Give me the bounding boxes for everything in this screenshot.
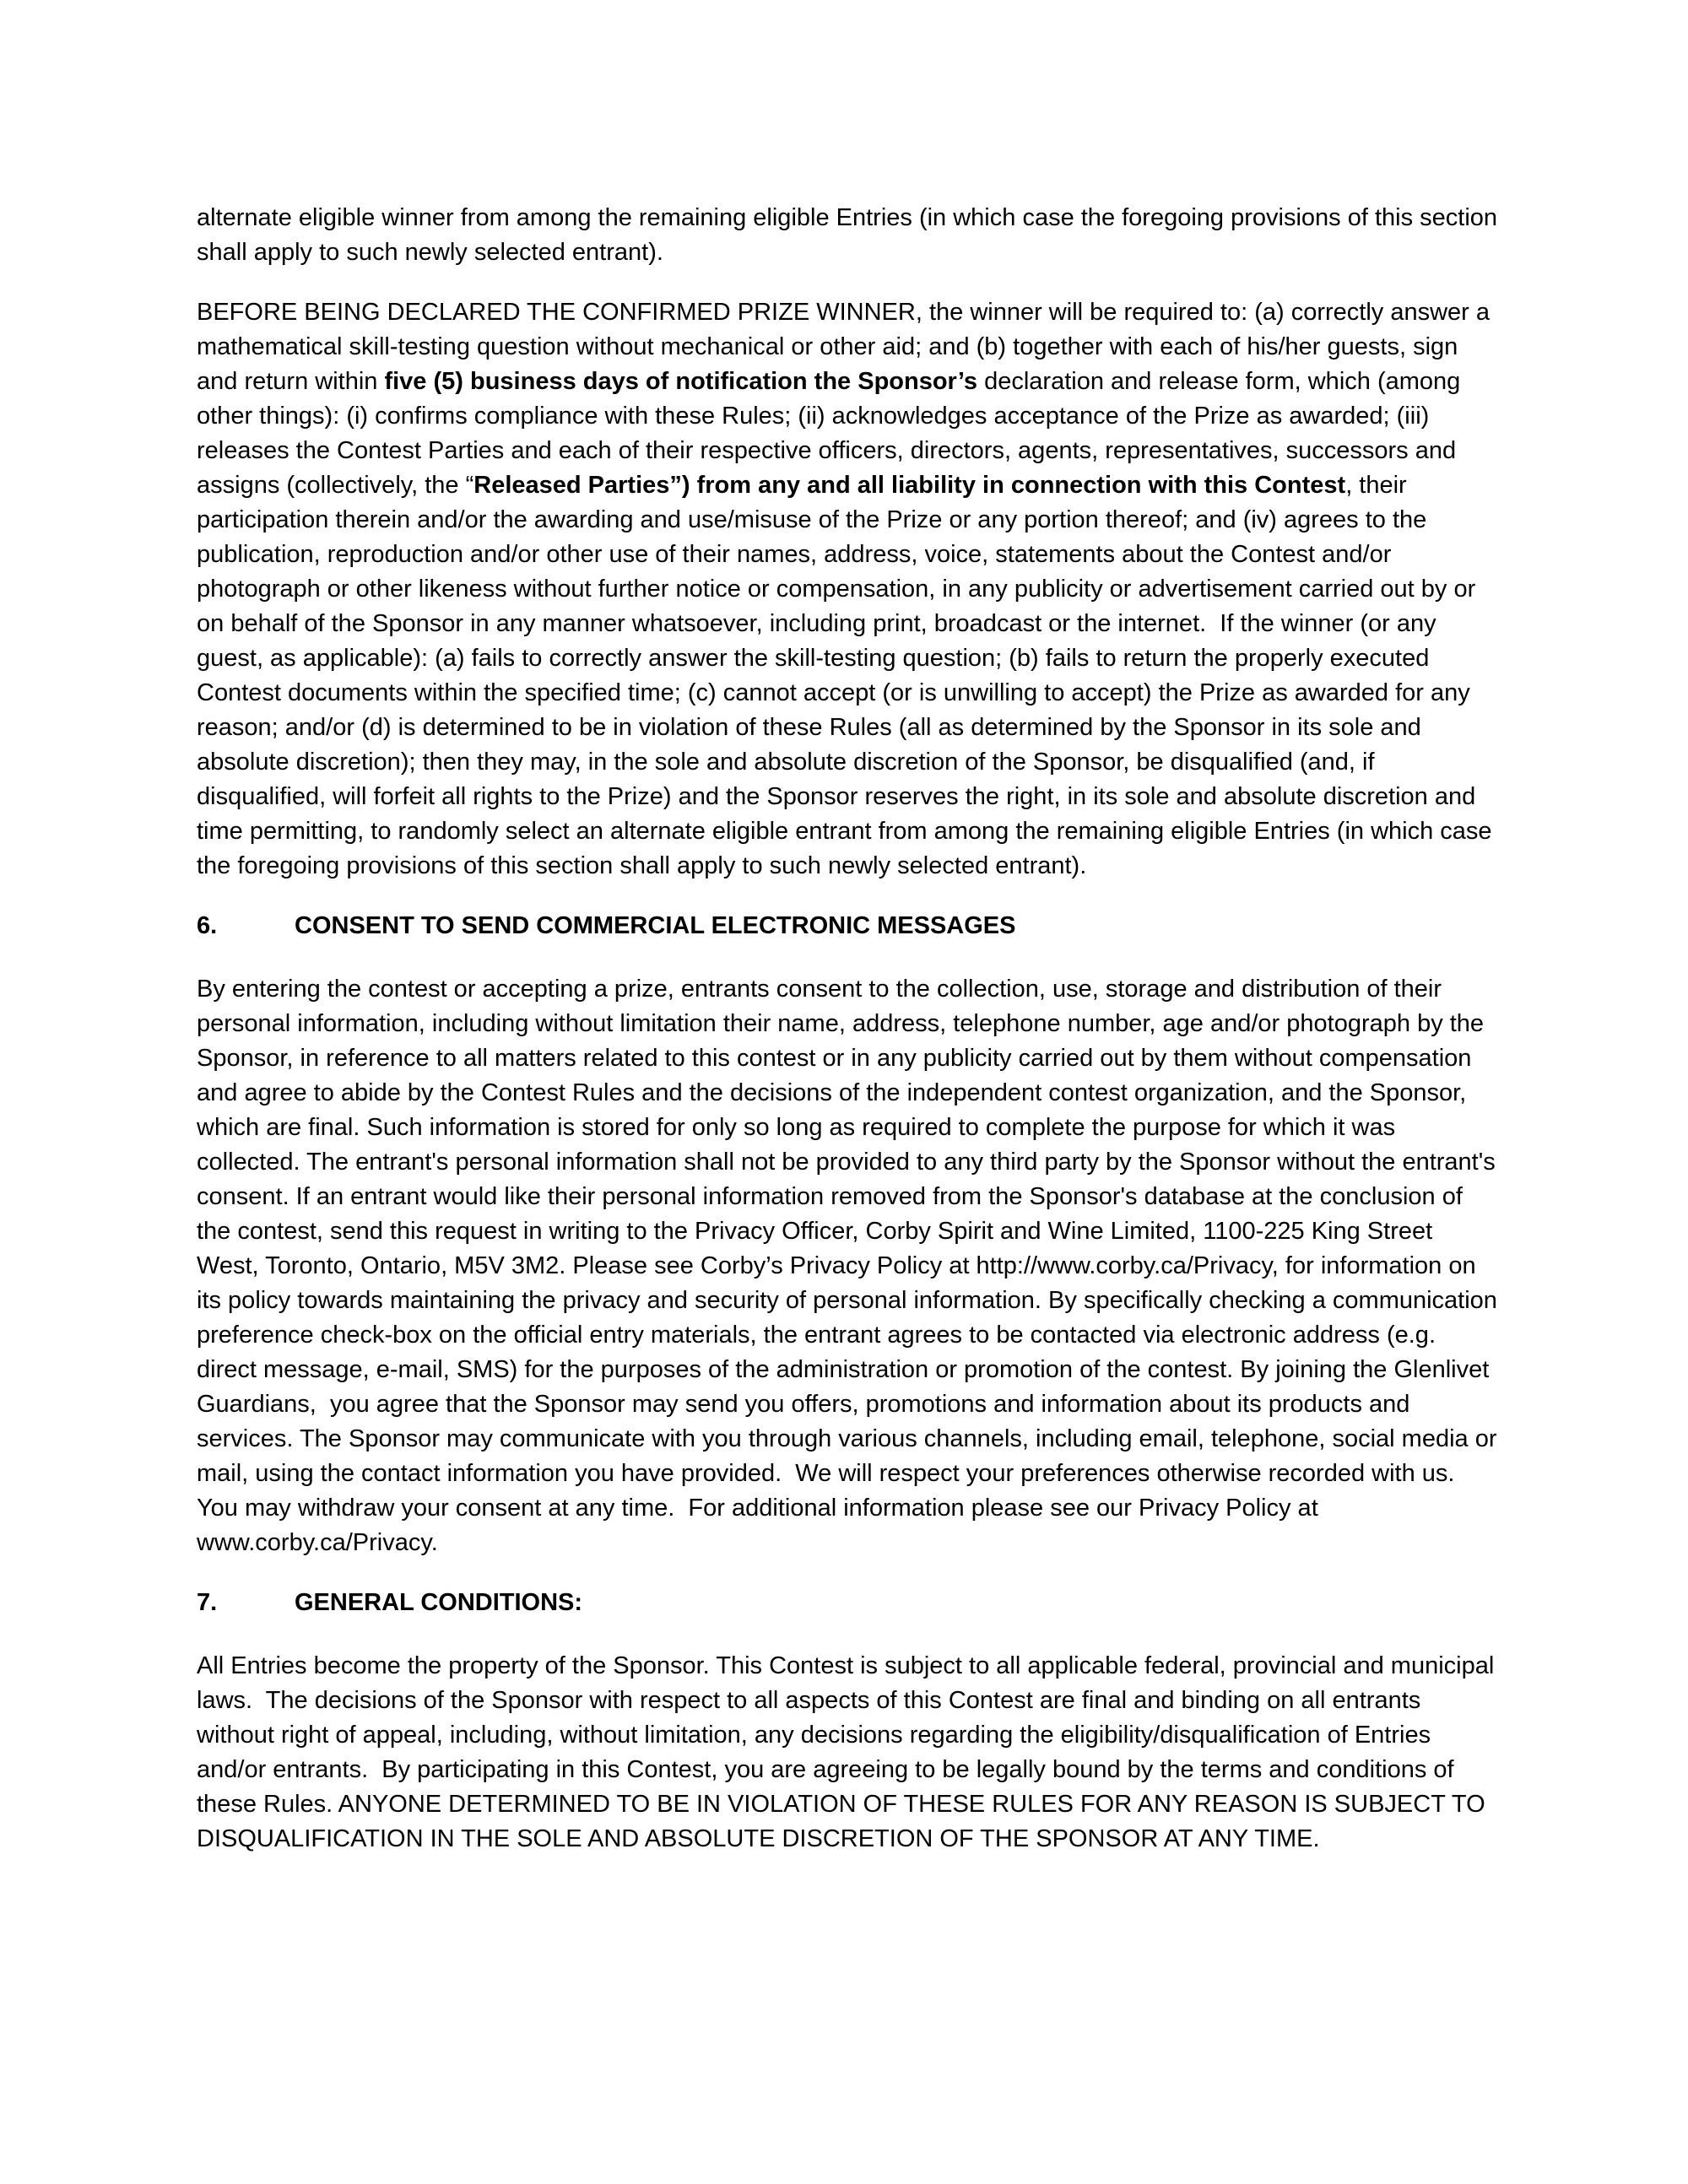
text-run: BEFORE BEING DECLARED THE CONFIRMED PRIZE WINNER, the winner will be required to: (a) correctly answer a mathematical skill-testing question without mechanical or other aid; and (b) together with each of his/her guests, sign and return within [197,299,1497,395]
paragraph-text: alternate eligible winner from among the remaining eligible Entries (in which case the foregoing provisions of this section shall apply to such newly selected entrant). [197,204,1505,266]
section-title: GENERAL CONDITIONS: [295,1589,583,1616]
text-run: declaration and release form, which (among other things): (i) confirms compliance with these Rules; (ii) acknowledges acceptance of the Prize as awarded; (iii) releases the Contest Parties and each of their respective officers, directors, agents, representatives, successors and assigns (collectively, the “ [197,368,1468,499]
section-number: 7. [197,1589,218,1616]
intro-continuation-paragraph [197,201,1505,270]
text-run: , their participation therein and/or the awarding and use/misuse of the Prize or any portion thereof; and (iv) agrees to the publication, reproduction and/or other use of their names, address, voice, statements about the Contest and/or photograph or other likeness without further notice or compensation, in any publicity or advertisement carried out by or on behalf of the Sponsor in any manner whatsoever, including print, broadcast or the internet. If the winner (or any guest, as applicable): (a) fails to correctly answer the skill-testing question; (b) fails to return the properly executed Contest documents within the specified time; (c) cannot accept (or is unwilling to accept) the Prize as awarded for any reason; and/or (d) is determined to be in violation of these Rules (all as determined by the Sponsor in its sole and absolute discretion); then they may, in the sole and absolute discretion of the Sponsor, be disqualified (and, if disqualified, will forfeit all rights to the Prize) and the Sponsor reserves the right, in its sole and absolute discretion and time permitting, to randomly select an alternate eligible entrant from among the remaining eligible Entries (in which case the foregoing provisions of this section shall apply to such newly selected entrant). [197,472,1499,879]
consent-paragraph [197,972,1504,1560]
section-6-heading [197,909,1501,943]
paragraph-text: By entering the contest or accepting a prize, entrants consent to the collection, use, storage and distribution of their personal information, including without limitation their name, address, telephone number, age and/or photograph by the Sponsor, in reference to all matters related to this contest or in any publicity carried out by them without compensation and agree to abide by the Contest Rules and the decisions of the independent contest organization, and the Sponsor, which are final. Such information is stored for only so long as required to complete the purpose for which it was collected. The entrant's personal information shall not be provided to any third party by the Sponsor without the entrant's consent. If an entrant would like their personal information removed from the Sponsor's database at the conclusion of the contest, send this request in writing to the Privacy Officer, Corby Spirit and Wine Limited, 1100-225 King Street West, Toronto, Ontario, M5V 3M2. Please see Corby’s Privacy Policy at http://www.corby.ca/Privacy, for information on its policy towards maintaining the privacy and security of personal information. By specifically checking a communication preference check-box on the official entry materials, the entrant agrees to be contacted via electronic address (e.g. direct message, e-mail, SMS) for the purposes of the administration or promotion of the contest. By joining the Glenlivet Guardians, you agree that the Sponsor may send you offers, promotions and information about its products and services. The Sponsor may communicate with you through various channels, including email, telephone, social media or mail, using the contact information you have provided. We will respect your preferences otherwise recorded with us. You may withdraw your consent at any time. For additional information please see our Privacy Policy at www.corby.ca/Privacy. [197,976,1504,1556]
section-7-heading [197,1586,1501,1620]
text-run-bold: Released Parties”) from any and all liability in connection with this Contest [473,472,1346,499]
section-title: CONSENT TO SEND COMMERCIAL ELECTRONIC MESSAGES [295,912,1016,939]
general-conditions-paragraph [197,1649,1501,1857]
text-run-bold: five (5) business days of notification the Sponsor’s [384,368,978,395]
paragraph-text: All Entries become the property of the Sponsor. This Contest is subject to all applicable federal, provincial and municipal laws. The decisions of the Sponsor with respect to all aspects of this Contest are final and binding on all entrants without right of appeal, including, without limitation, any decisions regarding the eligibility/disqualification of Entries and/or entrants. By participating in this Contest, you are agreeing to be legally bound by the terms and conditions of these Rules. ANYONE DETERMINED TO BE IN VIOLATION OF THESE RULES FOR ANY REASON IS SUBJECT TO DISQUALIFICATION IN THE SOLE AND ABSOLUTE DISCRETION OF THE SPONSOR AT ANY TIME. [197,1652,1501,1852]
section-number: 6. [197,912,218,939]
winner-confirmation-paragraph [197,295,1501,884]
